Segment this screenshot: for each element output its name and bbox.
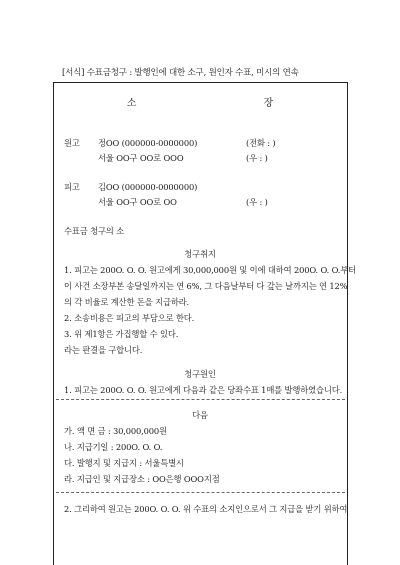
detail-item: 나. 지급기일 : 200O. O. O.: [64, 442, 163, 452]
separator-line: [56, 399, 345, 400]
claim-line: 1. 피고는 200O. O. O. 원고에게 30,000,000원 및 이에 대하여 200O. O. O.부터: [64, 265, 356, 275]
detail-item: 라. 지급인 및 지급장소 : OO은행 OOO지점: [64, 474, 220, 484]
details-heading: 다음: [192, 410, 208, 420]
claim-line: 라는 판결을 구합니다.: [64, 345, 143, 355]
document-title: 소 장: [126, 98, 336, 109]
plaintiff-label: 원고: [64, 138, 80, 148]
separator-line: [56, 492, 345, 493]
defendant-address: 서울 OO구 OO로 OO: [98, 197, 177, 207]
plaintiff-postal: (우 : ): [246, 153, 268, 163]
claim-heading: 청구취지: [184, 249, 216, 259]
case-name: 수표금 청구의 소: [64, 226, 125, 236]
cause-heading: 청구원인: [184, 369, 216, 379]
final-line: 2. 그리하여 원고는 200O. O. O. 위 수표의 소지인으로서 그 지급을 받기 위하여: [64, 504, 348, 514]
detail-item: 가. 액 면 금 : 30,000,000원: [64, 426, 167, 436]
claim-line: 3. 위 제1항은 가집행할 수 있다.: [64, 329, 179, 339]
claim-line: 이 사건 소장부본 송달일까지는 연 6%, 그 다음날부터 다 갚는 날까지는 연 12%: [64, 281, 348, 291]
defendant-name-id: 김OO (000000-0000000): [98, 182, 198, 192]
form-header: [서식] 수표금청구 : 발행인에 대한 소구, 원인자 수표, 미시의 연속: [62, 68, 299, 78]
plaintiff-phone: (전화 : ): [246, 138, 276, 148]
defendant-postal: (우 : ): [246, 197, 268, 207]
plaintiff-name-id: 정OO (000000-0000000): [98, 138, 198, 148]
claim-line: 의 각 비율로 계산한 돈을 지급하라.: [64, 297, 190, 307]
detail-item: 다. 발행지 및 지급지 : 서울특별시: [64, 458, 184, 468]
plaintiff-address: 서울 OO구 OO로 OOO: [98, 153, 184, 163]
defendant-label: 피고: [64, 182, 80, 192]
cause-line: 1. 피고는 200O. O. O. 원고에게 다음과 같은 당좌수표 1매를 발행하였습니다.: [64, 385, 343, 395]
claim-line: 2. 소송비용은 피고의 부담으로 한다.: [64, 313, 195, 323]
